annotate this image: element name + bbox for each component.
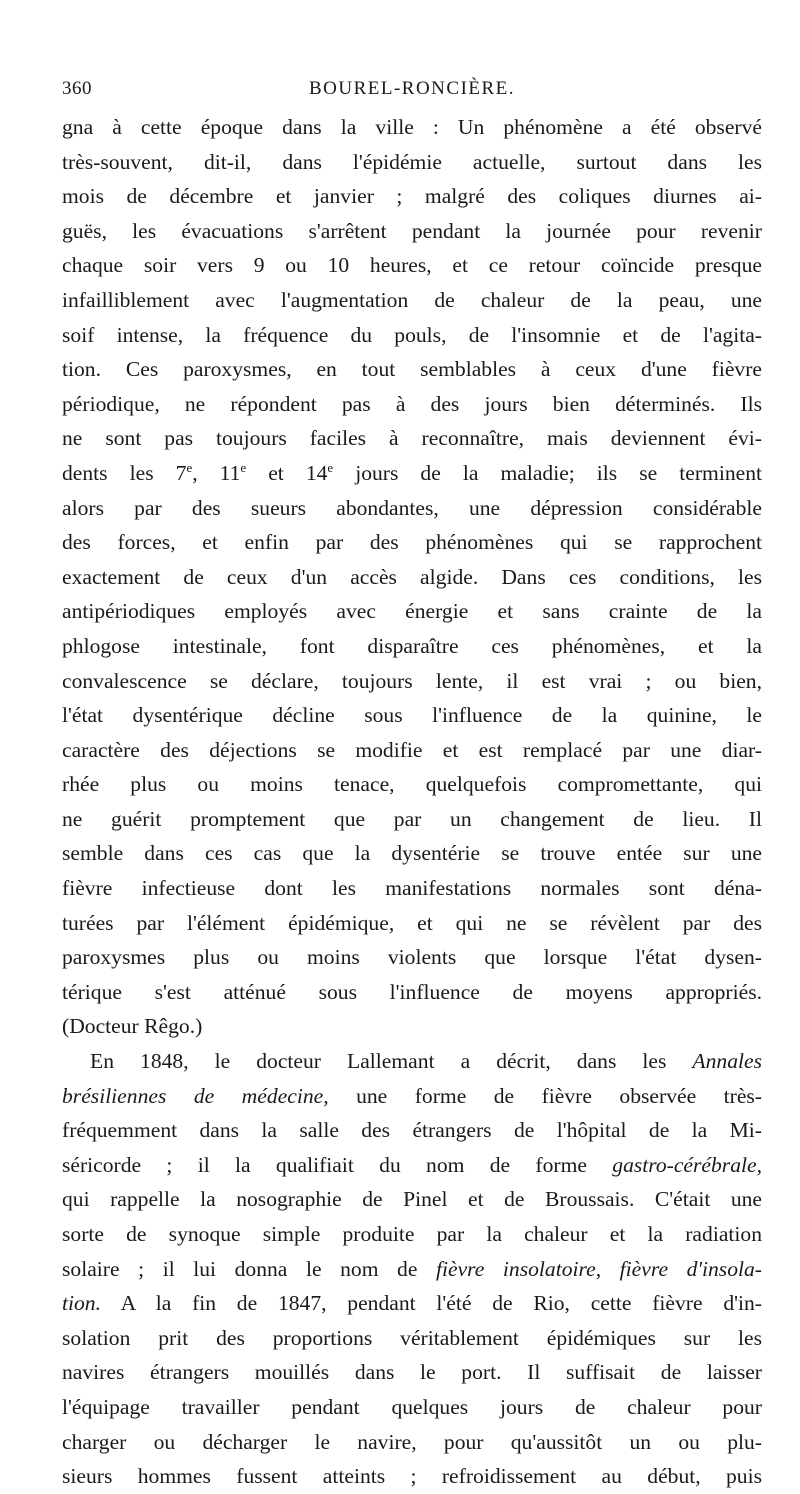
italic-term: gastro-cérébrale, [612, 1152, 762, 1177]
text-line [62, 456, 762, 491]
italic-title: Annales [692, 1049, 762, 1074]
italic-term: fièvre insolatoire, fièvre d'insola- [436, 1256, 762, 1281]
text-line: chaque soir vers 9 ou 10 heures, et ce retour coïncide presque [62, 253, 762, 278]
text-segment: dents les 7 [62, 460, 187, 485]
text-line: térique s'est atténué sous l'influence de moyens appropriés. [62, 979, 762, 1004]
italic-title: brésiliennes de médecine, [62, 1083, 329, 1108]
text-line: guës, les évacuations s'arrêtent pendant la journée pour revenir [62, 218, 762, 243]
text-line [62, 1044, 762, 1079]
text-line: sorte de synoque simple produite par la chaleur et la radiation [62, 1222, 762, 1246]
text-segment: jours de la maladie; ils se terminent [333, 460, 763, 485]
text-line: l'état dysentérique décline sous l'influence de la quinine, le [62, 703, 762, 728]
page-header [62, 78, 762, 108]
text-line: soif intense, la fréquence du pouls, de l'insomnie et de l'agita- [62, 322, 762, 347]
text-segment: séricorde ; il la qualifiait du nom de forme [62, 1152, 613, 1177]
text-segment: une forme de fièvre observée très- [328, 1083, 762, 1108]
text-line: mois de décembre et janvier ; malgré des coliques diurnes ai- [62, 184, 762, 209]
text-line [62, 1286, 762, 1321]
text-line: rhée plus ou moins tenace, quelquefois compromettante, qui [62, 772, 762, 797]
text-line: fièvre infectieuse dont les manifestations normales sont déna- [62, 876, 762, 901]
text-line [62, 1148, 762, 1183]
text-line [62, 1252, 762, 1287]
text-line: (Docteur Rêgo.) [62, 1014, 203, 1039]
text-line: antipériodiques employés avec énergie et sans crainte de la [62, 599, 762, 624]
text-segment: , 11 [192, 460, 241, 485]
text-line: caractère des déjections se modifie et est remplacé par une diar- [62, 737, 762, 762]
text-line: phlogose intestinale, font disparaître ces phénomènes, et la [62, 633, 762, 658]
text-line: ne guérit promptement que par un changement de lieu. Il [62, 806, 762, 831]
text-line: turées par l'élément épidémique, et qui ne se révèlent par des [62, 910, 762, 935]
text-line: sieurs hommes fussent atteints ; refroidissement au début, puis [62, 1464, 762, 1489]
text-line: ne sont pas toujours faciles à reconnaître, mais deviennent évi- [62, 426, 762, 451]
text-line: l'équipage travailler pendant quelques jours de chaleur pour [62, 1394, 762, 1419]
superscript: e [186, 459, 193, 475]
running-head: BOUREL-RONCIÈRE. [308, 78, 516, 99]
text-line: exactement de ceux d'un accès algide. Dans ces conditions, les [62, 564, 762, 589]
italic-term: tion. [62, 1291, 101, 1316]
text-segment: et 14 [246, 460, 328, 485]
text-line: semble dans ces cas que la dysentérie se trouve entée sur une [62, 841, 762, 866]
body-text [62, 110, 762, 1494]
text-segment: En 1848, le docteur Lallemant a décrit, dans les [90, 1049, 693, 1074]
text-line: gna à cette époque dans la ville : Un phénomène a été observé [62, 115, 762, 139]
text-line: fréquemment dans la salle des étrangers de l'hôpital de la Mi- [62, 1118, 762, 1143]
text-line: infailliblement avec l'augmentation de chaleur de la peau, une [62, 287, 762, 312]
superscript: e [327, 459, 334, 475]
text-line [62, 1079, 762, 1114]
text-line: très-souvent, dit-il, dans l'épidémie actuelle, surtout dans les [62, 149, 762, 174]
text-line: des forces, et enfin par des phénomènes qui se rapprochent [62, 530, 762, 555]
text-line: convalescence se déclare, toujours lente, il est vrai ; ou bien, [62, 668, 762, 693]
book-page [62, 78, 762, 1494]
text-line: paroxysmes plus ou moins violents que lorsque l'état dysen- [62, 945, 762, 970]
text-line: qui rappelle la nosographie de Pinel et de Broussais. C'était une [62, 1187, 762, 1212]
text-segment: solaire ; il lui donna le nom de [62, 1256, 437, 1281]
text-segment: A la fin de 1847, pendant l'été de Rio, cette fièvre d'in- [101, 1291, 762, 1316]
text-line: solation prit des proportions véritablement épidémiques sur les [62, 1325, 762, 1350]
text-line: tion. Ces paroxysmes, en tout semblables à ceux d'une fièvre [62, 357, 762, 382]
text-line: périodique, ne répondent pas à des jours bien déterminés. Ils [62, 391, 762, 416]
text-line: navires étrangers mouillés dans le port. Il suffisait de laisser [62, 1360, 762, 1385]
page-number: 360 [62, 78, 92, 99]
text-line: alors par des sueurs abondantes, une dépression considérable [62, 495, 762, 520]
superscript: e [240, 459, 247, 475]
text-line: charger ou décharger le navire, pour qu'aussitôt un ou plu- [62, 1429, 762, 1454]
